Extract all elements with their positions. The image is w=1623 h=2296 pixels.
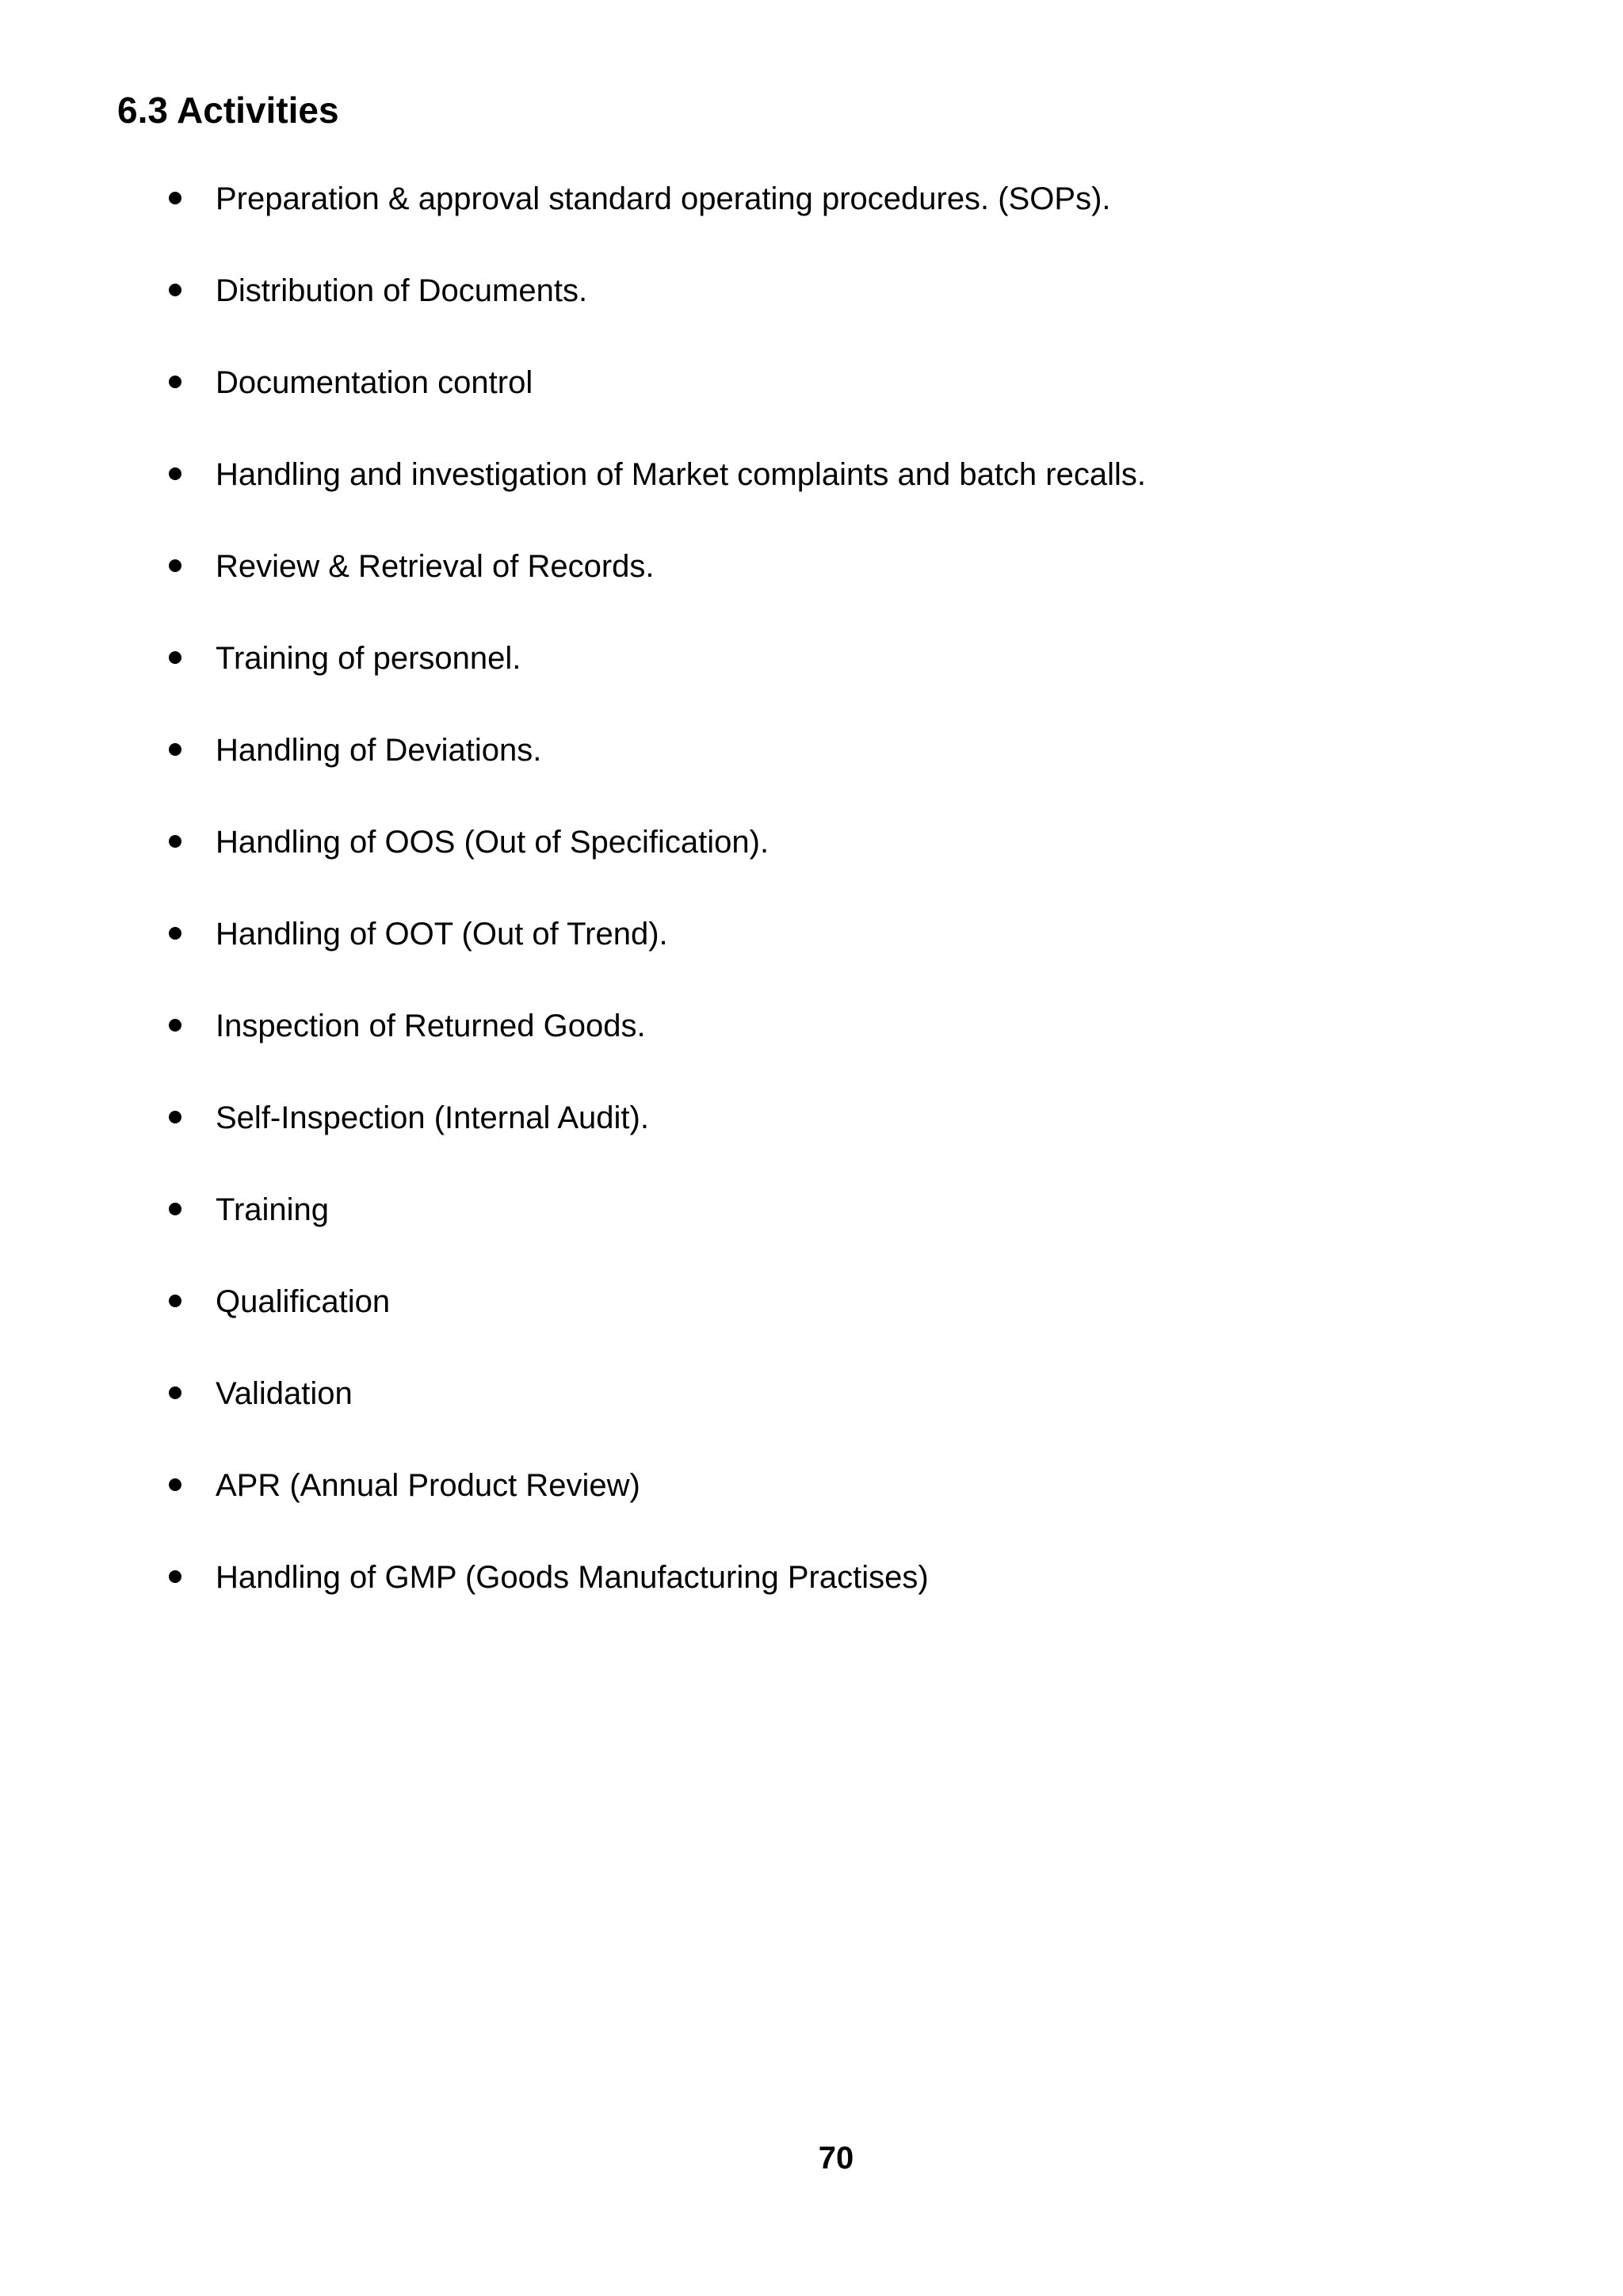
list-item-text: Qualification xyxy=(216,1284,391,1319)
bullet-icon xyxy=(169,376,181,388)
bullet-icon xyxy=(169,835,181,848)
bullet-icon xyxy=(169,743,181,756)
list-item-text: Distribution of Documents. xyxy=(216,273,588,308)
page-number: 70 xyxy=(818,2141,854,2176)
list-item-text: Inspection of Returned Goods. xyxy=(216,1009,646,1043)
section-heading: 6.3 Activities xyxy=(117,90,339,131)
bullet-icon xyxy=(169,1111,181,1123)
list-item-text: Validation xyxy=(216,1376,353,1411)
list-item-text: Review & Retrieval of Records. xyxy=(216,549,655,584)
bullet-icon xyxy=(169,1295,181,1307)
bullet-icon xyxy=(169,1478,181,1491)
list-item-text: Self-Inspection (Internal Audit). xyxy=(216,1100,649,1135)
bullet-icon xyxy=(169,192,181,204)
bullet-icon xyxy=(169,1570,181,1583)
list-item-text: Training xyxy=(216,1192,330,1227)
bullet-icon xyxy=(169,284,181,296)
list-item-text: Handling of OOS (Out of Specification). xyxy=(216,825,769,860)
list-item-text: Preparation & approval standard operating procedures. (SOPs). xyxy=(216,181,1111,216)
bullet-icon xyxy=(169,467,181,480)
list-item-text: Handling of Deviations. xyxy=(216,733,542,768)
list-item-text: Handling of OOT (Out of Trend). xyxy=(216,917,668,952)
bullet-icon xyxy=(169,559,181,572)
bullet-icon xyxy=(169,1019,181,1032)
list-item-text: Handling and investigation of Market complaints and batch recalls. xyxy=(216,457,1146,492)
list-item-text: Training of personnel. xyxy=(216,641,521,676)
bullet-icon xyxy=(169,927,181,940)
bullet-icon xyxy=(169,1386,181,1399)
list-item-text: Handling of GMP (Goods Manufacturing Practises) xyxy=(216,1560,929,1595)
list-item-text: Documentation control xyxy=(216,365,533,400)
bullet-icon xyxy=(169,1203,181,1215)
list-item-text: APR (Annual Product Review) xyxy=(216,1468,640,1503)
bullet-icon xyxy=(169,651,181,664)
